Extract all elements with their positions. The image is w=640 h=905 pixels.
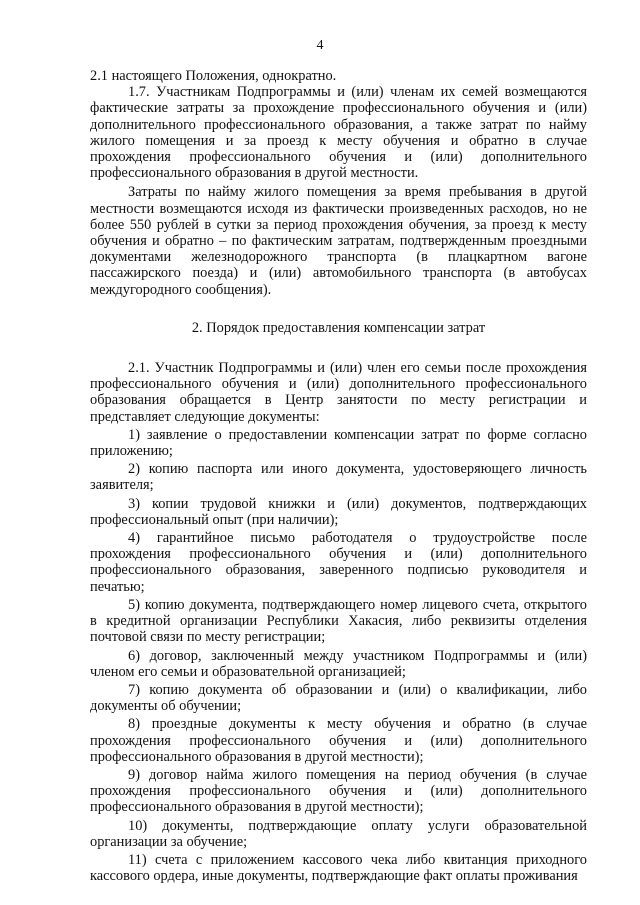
list-item: 4) гарантийное письмо работодателя о трудоустройстве после прохождения профессионального обучения и (или) дополнительного профессионального образования, заверенного подписью руководителя и печатью; — [90, 530, 587, 595]
list-item: 6) договор, заключенный между участником Подпрограммы и (или) членом его семьи и образовательной организацией; — [90, 647, 587, 680]
list-item: 9) договор найма жилого помещения на период обучения (в случае прохождения профессионального обучения и (или) дополнительного профессионального образования в другой местности); — [90, 766, 587, 816]
list-item: 2) копию паспорта или иного документа, удостоверяющего личность заявителя; — [90, 461, 587, 494]
paragraph-2-1: 2.1. Участник Подпрограммы и (или) член его семьи после прохождения профессионального обучения и (или) дополнительного профессионального образования обращается в Центр занятости по месту регистрации и представляет следующие документы: — [90, 360, 587, 425]
list-item: 8) проездные документы к месту обучения и обратно (в случае прохождения профессионального обучения и (или) дополнительного профессионального образования в другой местности); — [90, 716, 587, 765]
section-heading: 2. Порядок предоставления компенсации затрат — [191, 319, 486, 336]
paragraph-1-7: 1.7. Участникам Подпрограммы и (или) членам их семей возмещаются фактические затраты за прохождение профессионального обучения и (или) дополнительного профессионального образования, а также затрат по найму жилого помещения и за проезд к месту обучения и обратно в случае прохождения профессионального обучения и (или) дополнительного профессионального образования в другой местности. — [90, 84, 587, 182]
list-item: 5) копию документа, подтверждающего номер лицевого счета, открытого в кредитной организации Республики Хакасия, либо реквизиты отделения почтовой связи по месту регистрации; — [90, 596, 587, 646]
list-item: 3) копии трудовой книжки и (или) документов, подтверждающих профессиональный опыт (при наличии); — [90, 495, 587, 528]
continuation-paragraph: 2.1 настоящего Положения, однократно. — [90, 68, 337, 84]
document-body — [90, 68, 587, 884]
list-item: 11) счета с приложением кассового чека либо квитанция приходного кассового ордера, иные документы, подтверждающие факт оплаты проживания — [90, 851, 587, 885]
page-number: 4 — [316, 38, 324, 53]
list-item: 1) заявление о предоставлении компенсации затрат по форме согласно приложению; — [90, 426, 587, 460]
list-item: 7) копию документа об образовании и (или) о квалификации, либо документы об обучении; — [90, 681, 587, 715]
housing-costs-paragraph: Затраты по найму жилого помещения за время пребывания в другой местности возмещаются исходя из фактически произведенных расходов, но не более 550 рублей в сутки за период прохождения обучения, за проезд к месту обучения и обратно – по фактическим затратам, подтвержденным проездными документами железнодорожного транспорта (в плацкартном вагоне пассажирского поезда) и (или) автомобильного транспорта (в автобусах междугородного сообщения). — [90, 184, 587, 298]
list-item: 10) документы, подтверждающие оплату услуги образовательной организации за обучение; — [90, 817, 587, 850]
